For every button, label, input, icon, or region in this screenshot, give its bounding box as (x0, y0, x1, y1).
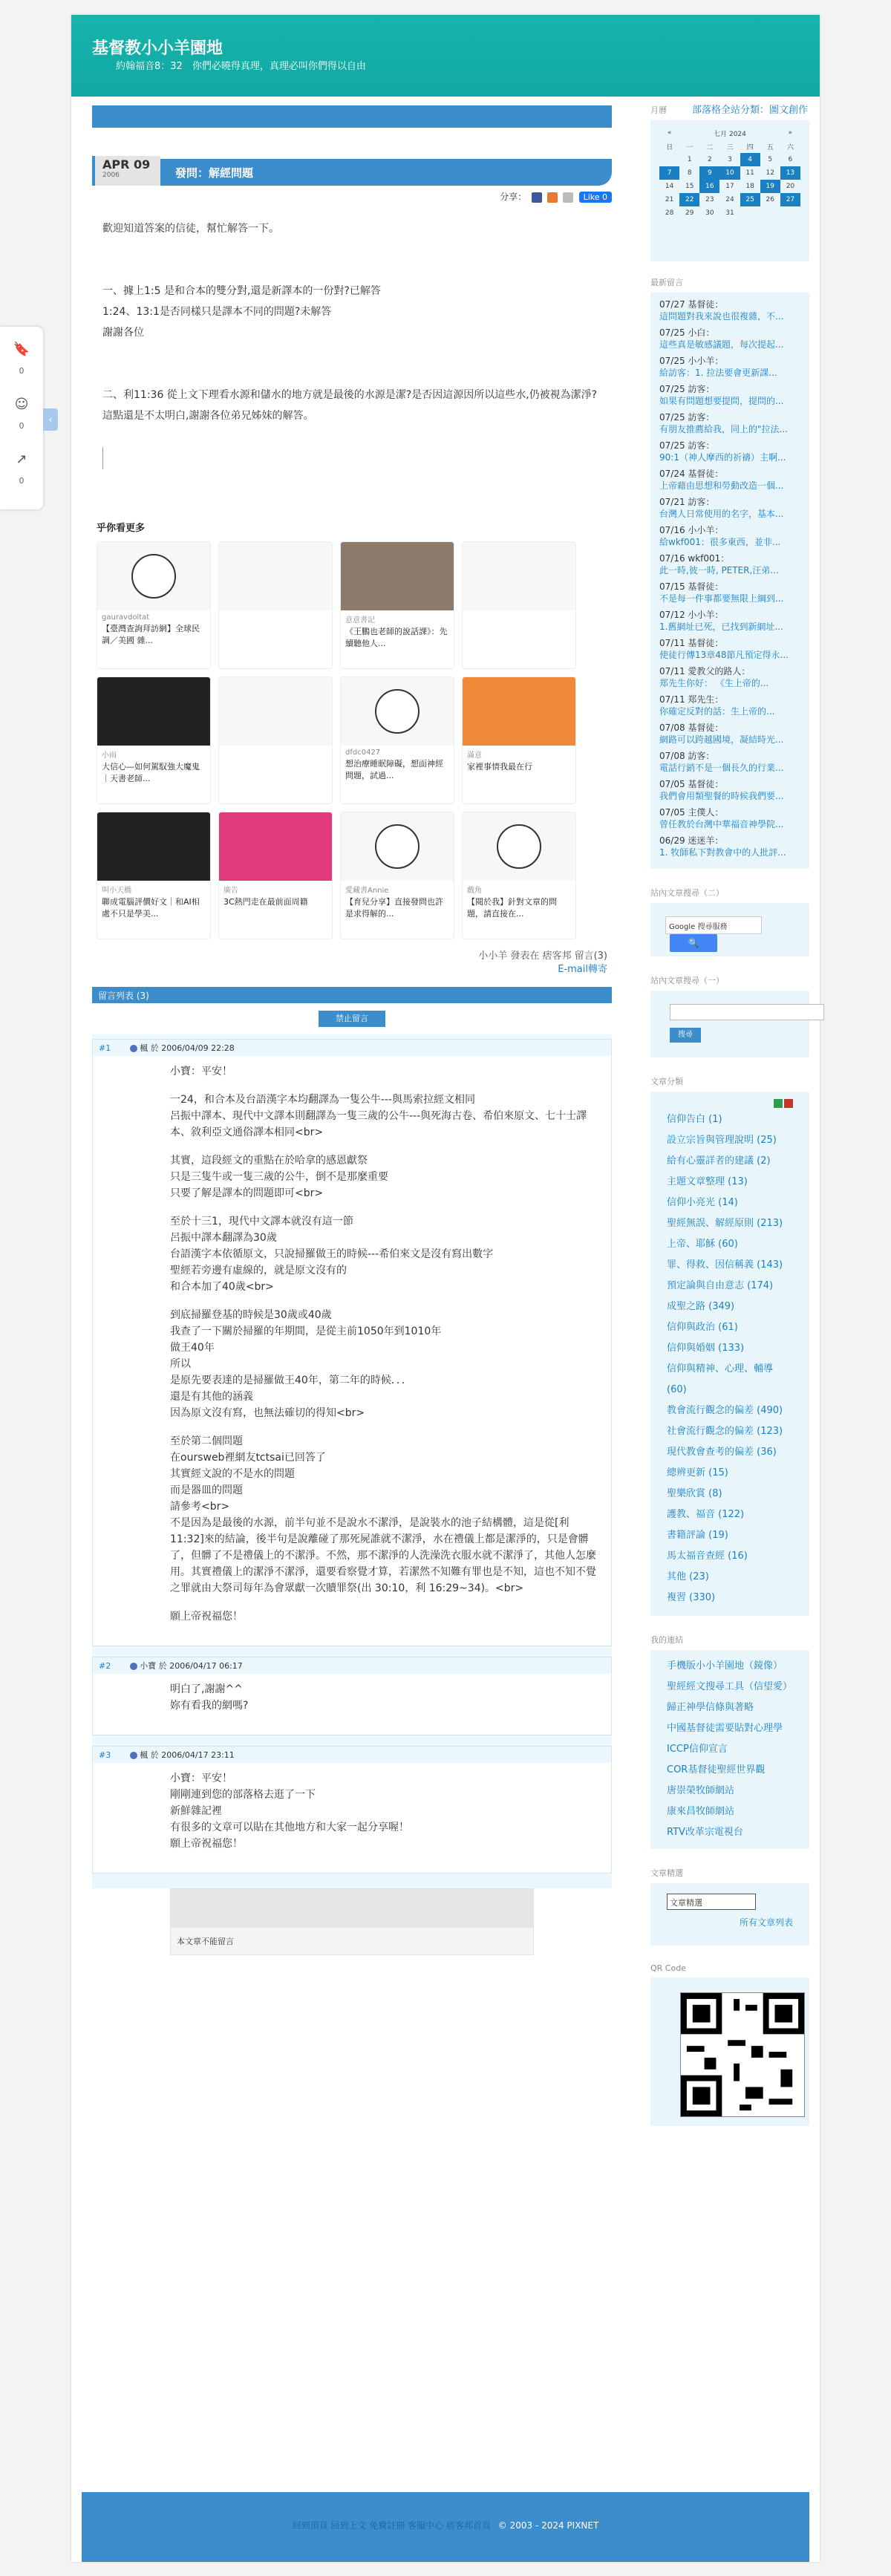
category-link[interactable]: 信仰告白 (1) (667, 1114, 722, 1125)
article-paragraph: 一、據上1:5 是和合本的雙分對,還是新譯本的一份對?已解答 (102, 285, 381, 297)
related-card[interactable] (340, 676, 454, 804)
card-author: 滿意 (467, 751, 482, 760)
card-author: 愛藏書Annie (345, 887, 389, 895)
recent-comment-text[interactable]: 90:1（神人摩西的祈禱）主啊... (659, 452, 786, 463)
recent-comment[interactable] (659, 637, 800, 661)
card-title[interactable]: 家裡事情我最在行 (467, 762, 532, 772)
recent-comment-author: 07/05 主僕人： (659, 807, 724, 818)
comment-body (93, 1763, 611, 1873)
category-link[interactable]: 成聖之路 (349) (667, 1301, 735, 1312)
card-title[interactable] (219, 749, 332, 751)
article-date: APR 09 2006 (92, 156, 160, 186)
card-thumbnail (219, 542, 332, 610)
related-card[interactable] (97, 812, 211, 939)
recent-comments (650, 293, 809, 869)
external-link[interactable]: 手機版小小羊園地（鏡像） (667, 1660, 783, 1672)
recent-comment-text[interactable]: 台灣人日常使用的名字，基本... (659, 509, 784, 519)
recent-comment-author: 07/24 基督徒： (659, 469, 724, 479)
card-title[interactable]: 【閱於我】針對文章的問題，請直接在... (467, 897, 557, 919)
recent-comment[interactable] (659, 468, 800, 492)
reaction-icon[interactable]: ☺ (14, 397, 29, 412)
recent-comment-author: 07/08 訪客： (659, 751, 715, 761)
recent-comment-author: 07/16 小小羊： (659, 525, 724, 535)
local-search-button[interactable]: 搜尋 (670, 1028, 701, 1043)
my-links (650, 1650, 809, 1849)
comment-paragraph: 一24，和合本及台語漢字本均翻譯為一隻公牛---與馬索拉經文相同 呂振中譯本、現代中文譯本則翻譯為一隻三歲的公牛---與死海古卷、希伯來原文、七十士譯本、敘利亞文通俗譯本相同<br> (170, 1094, 587, 1138)
card-thumbnail (341, 542, 454, 610)
external-link[interactable]: 中國基督徒需要貼對心理學 (667, 1723, 783, 1734)
comment (92, 1746, 612, 1874)
qr-code-icon (680, 1992, 805, 2117)
cal-month: 七月 2024 (714, 130, 746, 138)
text-caret (102, 447, 103, 469)
card-title[interactable]: 想治療睡眠障礙，想面神經問題，試過... (345, 759, 443, 780)
card-thumbnail (341, 812, 454, 881)
article-paragraph: 歡迎知道答案的信徒，幫忙解答一下。 (102, 223, 279, 235)
user-icon (130, 1045, 137, 1052)
categories (650, 1092, 809, 1616)
qr-title: QR Code (650, 1963, 686, 1973)
recent-comment-author: 07/25 小小羊： (659, 356, 724, 366)
collapse-icon[interactable] (784, 1099, 793, 1108)
google-search-input[interactable]: Google 搜尋服務 (665, 916, 762, 934)
comment (92, 1657, 612, 1735)
cal-weekday: 四 (746, 143, 754, 151)
recent-comment-text[interactable]: 曾任教於台灣中華福音神學院... (659, 819, 784, 829)
collapse-floatbar-tab[interactable]: ‹ (43, 408, 58, 431)
comment-header (93, 1747, 611, 1763)
category-link[interactable]: 其他 (23) (667, 1571, 709, 1582)
disable-comments-button[interactable]: 禁止留言 (319, 1011, 385, 1027)
recent-comment-text[interactable]: 我們會用類聖餐的時候我們要... (659, 791, 784, 801)
card-title[interactable]: 【育兒分享】直接發問也許是求得解的... (345, 897, 443, 919)
card-title[interactable]: 《王鵬也老師的說話課》：先續聽他人... (345, 627, 448, 648)
recent-comment-author: 07/27 基督徒： (659, 299, 724, 310)
recent-comment[interactable] (659, 778, 800, 802)
local-search (650, 991, 809, 1057)
category-link[interactable]: 信仰與婚姻 (133) (667, 1343, 745, 1354)
comment-body (93, 1056, 611, 1646)
card-thumbnail (219, 677, 332, 746)
external-link[interactable]: ICCP信仰宣言 (667, 1744, 728, 1755)
expand-icon[interactable] (774, 1099, 783, 1108)
share-icon[interactable]: ↗ (16, 451, 27, 467)
related-card[interactable] (97, 541, 211, 669)
external-link[interactable]: COR基督徒聖經世界觀 (667, 1764, 766, 1776)
recent-comment-author: 07/16 wkf001： (659, 553, 730, 564)
related-card[interactable] (218, 812, 333, 939)
cal-next[interactable]: » (788, 129, 793, 137)
related-card[interactable] (340, 812, 454, 939)
category-link[interactable]: 書籍評論 (19) (667, 1530, 728, 1541)
comment-number[interactable]: #2 (99, 1661, 111, 1671)
related-articles (92, 520, 612, 976)
related-card[interactable] (462, 812, 576, 939)
recent-comment-text[interactable]: 給wkf001：很多東西，並非... (659, 537, 781, 547)
calendar-title: 月曆 (650, 105, 667, 115)
calendar: « 七月 2024 » 日 一 二 三 四 五 六 1 2 3 4 5 6 7 8 9 10 11 12 13 14 15 16 17 18 19 20 21 22 23 24 25 26 27 28 29 30 31 (650, 120, 809, 261)
card-author: dfdc0427 (345, 749, 381, 757)
category-link[interactable]: 聖樂欣賞 (8) (667, 1488, 722, 1499)
plurk-icon[interactable] (547, 192, 558, 203)
recent-comment[interactable] (659, 496, 800, 520)
related-grid (97, 541, 607, 939)
article-meta (97, 950, 607, 976)
card-title[interactable] (219, 613, 332, 616)
recent-comment[interactable] (659, 552, 800, 576)
category-link[interactable]: 聖經無誤、解經原則 (213) (667, 1218, 783, 1229)
cal-weekday: 一 (686, 143, 693, 151)
related-card[interactable] (97, 676, 211, 804)
comment-paragraph: 至於十三1，現代中文譯本就沒有這一節 呂振中譯本翻譯為30歲 台語漢字本依循原文，只說掃羅做王的時候---希伯來文是沒有寫出數字 聖經若旁邊有虛線的，就是原文沒有的 和合本加了40歲<br> (170, 1216, 494, 1293)
category-link[interactable]: 上帝、耶穌 (60) (667, 1239, 738, 1250)
recent-comment-text[interactable]: 你確定反對的話：生上帝的... (659, 706, 775, 717)
comment-paragraph: 至於第二個問題 在oursweb裡網友tctsai已回答了 其實經文說的不是水的問題 而是器皿的問題 請參考<br> 不是因為是最後的水源，前半句並不是說水不潔淨，是說裝水的池子結構體，這是從[利 11:32]來的結論，後半句是說離碰了那死屍誰就不潔淨，水在禮儀上都是潔淨的，只是會髒了，但髒了不是禮儀上的不潔淨。不然，那不潔淨的人洗澡洗衣服水就不潔淨了，其他人怎麼用。其實禮儀上的潔淨不潔淨，還要看察覺才算，若潔然不知難有罪也是不知，這也不知不覺之罪就由大祭司每年為會眾獻一次贖罪祭(出 30:10，利 16:29~34)。<br> (170, 1435, 596, 1594)
recent-comment[interactable] (659, 665, 800, 689)
cal-weekday: 六 (786, 143, 794, 151)
all-articles-link[interactable]: 所有文章列表 (739, 1917, 793, 1928)
category-link[interactable]: 主題文章整理 (13) (667, 1176, 748, 1187)
site-category-link[interactable]: 部落格全站分類：圖文創作 (689, 102, 811, 116)
card-author: 戲角 (467, 887, 482, 895)
card-thumbnail (463, 542, 575, 610)
share-label: 分享： (500, 192, 527, 202)
email-forward-link[interactable]: E-mail轉寄 (558, 964, 607, 975)
archive-select[interactable]: 文章精選 (667, 1894, 756, 1910)
local-search-input[interactable] (670, 1004, 824, 1020)
recent-comment-author: 06/29 迷迷羊： (659, 835, 724, 846)
card-author: 意意書記 (345, 616, 375, 625)
card-thumbnail (97, 542, 210, 610)
comments-bar: 留言列表 (3) (92, 987, 612, 1003)
gsearch-title: 站內文章搜尋（二） (650, 888, 724, 898)
comment-paragraph: 小寶：平安！ 剛剛連到您的部落格去逛了一下 新鮮雜記裡 有很多的文章可以貼在其他地方和大家一起分享喔！ 願上帝祝福您！ (170, 1773, 409, 1850)
recent-comment-author: 07/25 訪客： (659, 412, 715, 423)
comment-body (93, 1674, 611, 1735)
card-thumbnail (219, 812, 332, 881)
facebook-icon[interactable] (532, 192, 542, 203)
share-bar (92, 186, 612, 205)
card-author: 廣告 (223, 887, 238, 895)
site-title[interactable]: 基督教小小羊園地 (92, 39, 223, 58)
article-paragraph: 謝謝各位 (102, 327, 144, 339)
comment-paragraph: 明白了,謝謝^^ 妳有看我的網嗎? (170, 1683, 249, 1712)
category-link[interactable]: 信仰小亮光 (14) (667, 1197, 738, 1208)
card-author: 叫小天橋 (102, 887, 131, 895)
no-comment-box (170, 1888, 534, 1955)
recent-comment-text[interactable]: 郑先生你好： 《生上帝的... (659, 678, 769, 688)
site-description: 約翰福音8：32 你們必曉得真理，真理必叫你們得以自由 (116, 61, 366, 72)
article-body (92, 205, 612, 487)
lsearch-title: 站內文章搜尋（一） (650, 976, 724, 985)
cal-weekday: 二 (706, 143, 714, 151)
card-title[interactable] (463, 613, 575, 616)
related-heading: 乎你看更多 (97, 523, 146, 534)
top-banner-bar (92, 105, 612, 128)
recent-comment-author: 07/11 愛教父的路人： (659, 666, 751, 676)
recent-comment-author: 07/11 基督徒： (659, 638, 724, 648)
card-title[interactable]: 3C熱門走在最前面周籍 (223, 897, 308, 907)
card-thumbnail (463, 677, 575, 746)
recent-comment[interactable] (659, 722, 800, 746)
footer-copyright: © 2003 - 2024 PIXNET (497, 2520, 599, 2531)
recent-comment-author: 07/15 基督徒： (659, 581, 724, 592)
recent-comment-author: 07/25 訪客： (659, 440, 715, 451)
recent-comment-author: 07/12 小小羊： (659, 610, 724, 620)
recent-comment-text[interactable]: 此一時,彼一時, PETER,汪弟... (659, 565, 779, 575)
recent-comment-text[interactable]: 給訪客：1. 拉法要會更新課... (659, 368, 777, 378)
recent-comment[interactable] (659, 694, 800, 717)
comment-header (93, 1040, 611, 1056)
comment-author-date: 楓 於 2006/04/09 22:28 (140, 1043, 235, 1053)
google-search-button[interactable]: 🔍 (670, 934, 717, 952)
recent-comment[interactable] (659, 440, 800, 463)
category-link[interactable]: 複習 (330) (667, 1592, 716, 1603)
cal-weekday: 五 (766, 143, 774, 151)
category-link[interactable]: 預定論與自由意志 (174) (667, 1280, 774, 1291)
related-card[interactable] (462, 541, 576, 669)
article-title[interactable]: 發問：解經問題 (160, 159, 612, 186)
comment-list (92, 1034, 612, 1888)
recent-comment-text[interactable]: 這些真是敏感議題，每次提起... (659, 339, 784, 350)
cal-prev[interactable]: « (667, 129, 672, 137)
recent-comment-text[interactable]: 不是每一件事都要無限上綱到... (659, 593, 784, 604)
google-search (650, 903, 809, 956)
recent-comment-text[interactable]: 使徒行傳13章48節凡預定得永... (659, 650, 789, 660)
category-link[interactable]: 教會流行觀念的偏差 (490) (667, 1405, 783, 1416)
external-link[interactable]: 康來昌牧師網站 (667, 1806, 735, 1817)
recent-comment-author: 07/25 小白： (659, 327, 715, 338)
recent-comment[interactable] (659, 411, 800, 435)
user-icon (130, 1752, 137, 1759)
qr-box (650, 1977, 809, 2126)
page (71, 15, 820, 2562)
external-link[interactable]: 歸正神學信條與著略 (667, 1702, 754, 1713)
recent-comment-author: 07/21 訪客： (659, 497, 715, 507)
no-comment-text: 本文章不能留言 (177, 1937, 234, 1946)
recent-comment-text[interactable]: 網路可以跨越國境，凝結時光... (659, 734, 784, 745)
card-title[interactable]: 【臺灣查詢拜訪網】全球民調／美國 雜... (102, 624, 200, 645)
comment-number[interactable]: #1 (99, 1043, 111, 1053)
recent-comment[interactable] (659, 299, 800, 322)
comment-paragraph: 其實，這段經文的重點在於哈拿的感恩獻祭 只是三隻牛或一隻三歲的公牛，倒不是那麼重要 只要了解是譯本的問題即可<br> (170, 1155, 388, 1199)
floating-action-bar (0, 327, 43, 509)
card-author: gauravdoltat (102, 613, 150, 622)
comment (92, 1039, 612, 1646)
twitter-icon[interactable] (563, 192, 573, 203)
recent-comment[interactable] (659, 806, 800, 830)
recent-comment-author: 07/05 基督徒： (659, 779, 724, 789)
related-card[interactable] (218, 541, 333, 669)
article-paragraph: 1:24、13:1是否同樣只是譯本不同的問題?未解答 (102, 306, 332, 318)
recent-comment-text[interactable]: 1. 牧師私下對教會中的人批評... (659, 847, 786, 858)
category-link[interactable]: 給有心靈詳者的建議 (2) (667, 1155, 771, 1167)
bookmark-icon[interactable]: 🔖 (13, 342, 30, 357)
recent-comment-text[interactable]: 這問題對我來說也很複雜，不... (659, 311, 784, 322)
external-link[interactable]: 聖經經文搜尋工具（信望愛） (667, 1681, 793, 1692)
comment-paragraph: 小寶：平安！ (170, 1066, 232, 1077)
card-thumbnail (463, 812, 575, 881)
bookmark-count: 0 (19, 366, 25, 376)
recent-comment[interactable] (659, 835, 800, 858)
categories-title: 文章分類 (650, 1077, 683, 1086)
recent-comment-text[interactable]: 上帝藉由思想和勞動改造一個... (659, 480, 784, 491)
comment-author-date: 小寶 於 2006/04/17 06:17 (140, 1661, 243, 1671)
footer-links[interactable]: 回到頂頁 回到上文 免費註冊 客服中心 痞客邦首頁 (292, 2520, 491, 2531)
recent-comment[interactable] (659, 581, 800, 604)
category-link[interactable]: 總辨更新 (15) (667, 1467, 728, 1478)
main-column (92, 104, 612, 1955)
related-card[interactable] (462, 676, 576, 804)
recent-comment[interactable] (659, 383, 800, 407)
recent-comment-author: 07/25 訪客： (659, 384, 715, 394)
share-count: 0 (19, 476, 25, 486)
recent-comment-text[interactable]: 1.舊網址已死，已找到新網址... (659, 622, 783, 632)
category-link[interactable]: 信仰與政治 (61) (667, 1322, 738, 1333)
category-link[interactable]: 護教、福音 (122) (667, 1509, 745, 1520)
card-author: 小雨 (102, 751, 117, 760)
cal-weekday: 日 (666, 143, 673, 151)
recent-comment-author: 07/08 基督徒： (659, 723, 724, 733)
comment-paragraph: 到底掃羅登基的時候是30歲或40歲 我查了一下關於掃羅的年期間，是從主前1050年到1010年 做王40年 所以 是原先要表達的是掃羅做王40年，第二年的時候．．． 還是有其他的涵義 因為原文沒有寫，也無法確切的得知<br> (170, 1309, 442, 1419)
recent-comment-text[interactable]: 有朋友推薦給我，同上的"拉法... (659, 424, 788, 434)
recent-comment[interactable] (659, 327, 800, 350)
category-link[interactable]: 馬太福音查經 (16) (667, 1551, 748, 1562)
related-card[interactable] (340, 541, 454, 669)
archive-title: 文章精選 (650, 1868, 683, 1878)
category-link[interactable]: 設立宗旨與管理說明 (25) (667, 1135, 777, 1146)
card-thumbnail (97, 812, 210, 881)
comment-paragraph: 願上帝祝福您！ (170, 1611, 243, 1623)
comment-number[interactable]: #3 (99, 1750, 111, 1760)
category-link[interactable]: 信仰與精神、心理、輔導 (60) (667, 1363, 774, 1395)
comment-header (93, 1657, 611, 1674)
category-link[interactable]: 社會流行觀念的偏差 (123) (667, 1426, 783, 1437)
recent-comment[interactable] (659, 524, 800, 548)
recent-comment-text[interactable]: 如果有問題想要提問，提問的... (659, 396, 784, 406)
external-link[interactable]: 唐崇榮牧師網站 (667, 1785, 735, 1796)
user-icon (130, 1663, 137, 1670)
sidebar (650, 104, 809, 2126)
category-link[interactable]: 罪、得救、因信稱義 (143) (667, 1259, 783, 1271)
card-thumbnail (341, 677, 454, 746)
fb-like-button[interactable]: Like 0 (579, 192, 612, 203)
card-title[interactable]: 聯成電腦評價好文｜和AI相處不只是學美... (102, 897, 200, 919)
article-paragraph: 二、利11:36 從上文下理看水源和儲水的地方就是最後的水源是潔?是否因這源因所以這些水,仍被視為潔淨? (102, 389, 598, 401)
links-title: 我的連結 (650, 1635, 683, 1645)
article-meta-posted[interactable]: 小小羊 發表在 痞客邦 留言(3) (478, 950, 607, 962)
comment-author-date: 楓 於 2006/04/17 23:11 (140, 1750, 235, 1760)
card-thumbnail (97, 677, 210, 746)
site-footer (82, 2492, 809, 2562)
external-link[interactable]: RTV改革宗電視台 (667, 1827, 743, 1838)
reaction-count: 0 (19, 421, 25, 431)
card-title[interactable]: 大信心—如何駕馭強大魔鬼｜天書老師... (102, 762, 200, 783)
recent-comment-author: 07/11 郑先生： (659, 694, 724, 705)
category-link[interactable]: 現代教會查考的偏差 (36) (667, 1447, 777, 1458)
recent-comment[interactable] (659, 355, 800, 379)
recent-comment[interactable] (659, 750, 800, 774)
recent-comments-title: 最新留言 (650, 278, 683, 287)
cal-weekday: 三 (726, 143, 734, 151)
article-header (92, 156, 612, 186)
related-card[interactable] (218, 676, 333, 804)
recent-comment[interactable] (659, 609, 800, 633)
article-paragraph: 這點還是不太明白,謝謝各位弟兄姊妹的解答。 (102, 410, 314, 422)
archive (650, 1883, 809, 1946)
recent-comment-text[interactable]: 電話行銷不是一個長久的行業... (659, 763, 784, 773)
